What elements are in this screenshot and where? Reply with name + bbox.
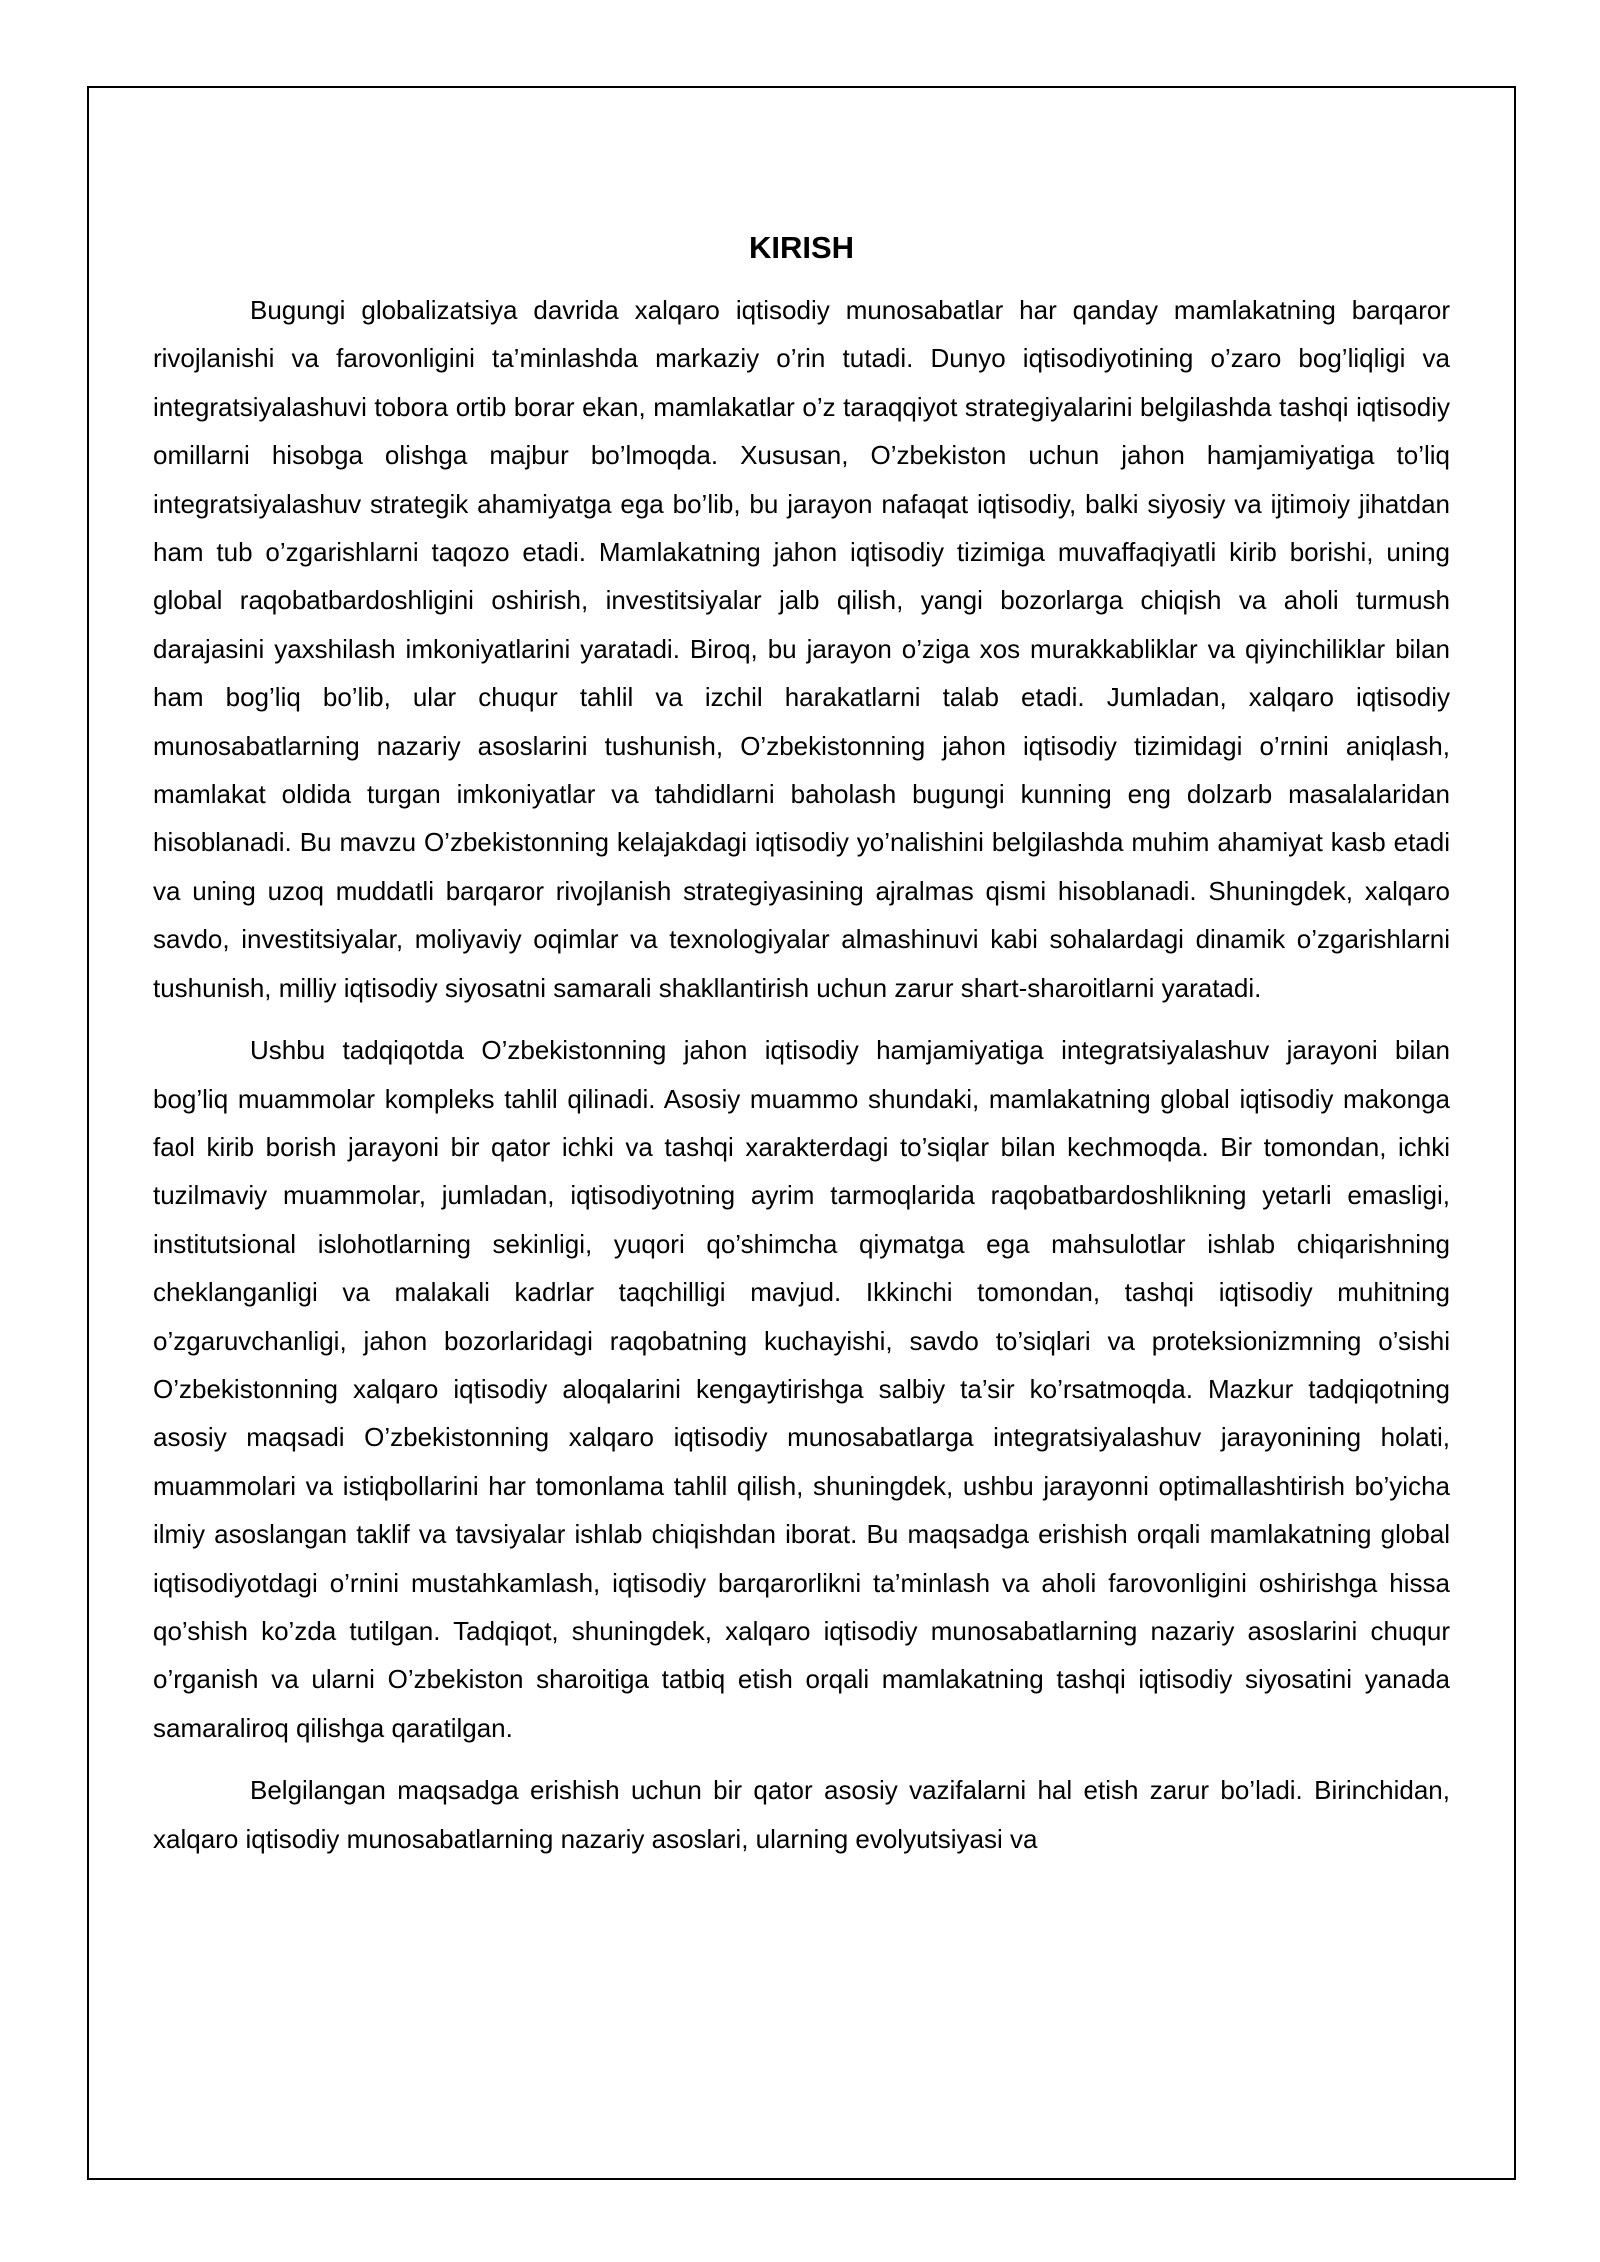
paragraph-2: Ushbu tadqiqotda O’zbekistonning jahon iqtisodiy hamjamiyatiga integratsiyalashuv jarayoni bilan bog’liq muammolar kompleks tahlil qilinadi. Asosiy muammo shundaki, mamlakatning global iqtisodiy makonga faol kirib borish jarayoni bir qator ichki va tashqi xarakterdagi to’siqlar bilan kechmoqda. Bir tomondan, ichki tuzilmaviy muammolar, jumladan, iqtisodiyotning ayrim tarmoqlarida raqobatbardoshlikning yetarli emasligi, institutsional islohotlarning sekinligi, yuqori qo’shimcha qiymatga ega mahsulotlar ishlab chiqarishning cheklanganligi va malakali kadrlar taqchilligi mavjud. Ikkinchi tomondan, tashqi iqtisodiy muhitning o’zgaruvchanligi, jahon bozorlaridagi raqobatning kuchayishi, savdo to’siqlari va proteksionizmning o’sishi O’zbekistonning xalqaro iqtisodiy aloqalarini kengaytirishga salbiy ta’sir ko’rsatmoqda. Mazkur tadqiqotning asosiy maqsadi O’zbekistonning xalqaro iqtisodiy munosabatlarga integratsiyalashuv jarayonining holati, muammolari va istiqbollarini har tomonlama tahlil qilish, shuningdek, ushbu jarayonni optimallashtirish bo’yicha ilmiy asoslangan taklif va tavsiyalar ishlab chiqishdan iborat. Bu maqsadga erishish orqali mamlakatning global iqtisodiyotdagi o’rnini mustahkamlash, iqtisodiy barqarorlikni ta’minlash va aholi farovonligini oshirishga hissa qo’shish ko’zda tutilgan. Tadqiqot, shuningdek, xalqaro iqtisodiy munosabatlarning nazariy asoslarini chuqur o’rganish va ularni O’zbekiston sharoitiga tatbiq etish orqali mamlakatning tashqi iqtisodiy siyosatini yanada samaraliroq qilishga qaratilgan. — [153, 1035, 1450, 1743]
document-body — [153, 222, 1450, 2087]
paragraph-3: Belgilangan maqsadga erishish uchun bir qator asosiy vazifalarni hal etish zarur bo’ladi. Birinchidan, xalqaro iqtisodiy munosabatlarning nazariy asoslari, ularning evolyutsiyasi va — [153, 1775, 1450, 1854]
paragraph-1: Bugungi globalizatsiya davrida xalqaro iqtisodiy munosabatlar har qanday mamlakatning barqaror rivojlanishi va farovonligini ta’minlashda markaziy o’rin tutadi. Dunyo iqtisodiyotining o’zaro bog’liqligi va integratsiyalashuvi tobora ortib borar ekan, mamlakatlar o’z taraqqiyot strategiyalarini belgilashda tashqi iqtisodiy omillarni hisobga olishga majbur bo’lmoqda. Xususan, O’zbekiston uchun jahon hamjamiyatiga to’liq integratsiyalashuv strategik ahamiyatga ega bo’lib, bu jarayon nafaqat iqtisodiy, balki siyosiy va ijtimoiy jihatdan ham tub o’zgarishlarni taqozo etadi. Mamlakatning jahon iqtisodiy tizimiga muvaffaqiyatli kirib borishi, uning global raqobatbardoshligini oshirish, investitsiyalar jalb qilish, yangi bozorlarga chiqish va aholi turmush darajasini yaxshilash imkoniyatlarini yaratadi. Biroq, bu jarayon o’ziga xos murakkabliklar va qiyinchiliklar bilan ham bog’liq bo’lib, ular chuqur tahlil va izchil harakatlarni talab etadi. Jumladan, xalqaro iqtisodiy munosabatlarning nazariy asoslarini tushunish, O’zbekistonning jahon iqtisodiy tizimidagi o’rnini aniqlash, mamlakat oldida turgan imkoniyatlar va tahdidlarni baholash bugungi kunning eng dolzarb masalalaridan hisoblanadi. Bu mavzu O’zbekistonning kelajakdagi iqtisodiy yo’nalishini belgilashda muhim ahamiyat kasb etadi va uning uzoq muddatli barqaror rivojlanish strategiyasining ajralmas qismi hisoblanadi. Shuningdek, xalqaro savdo, investitsiyalar, moliyaviy oqimlar va texnologiyalar almashinuvi kabi sohalardagi dinamik o’zgarishlarni tushunish, milliy iqtisodiy siyosatni samarali shakllantirish uchun zarur shart-sharoitlarni yaratadi. — [153, 295, 1450, 1003]
page-title: KIRISH — [748, 230, 855, 265]
